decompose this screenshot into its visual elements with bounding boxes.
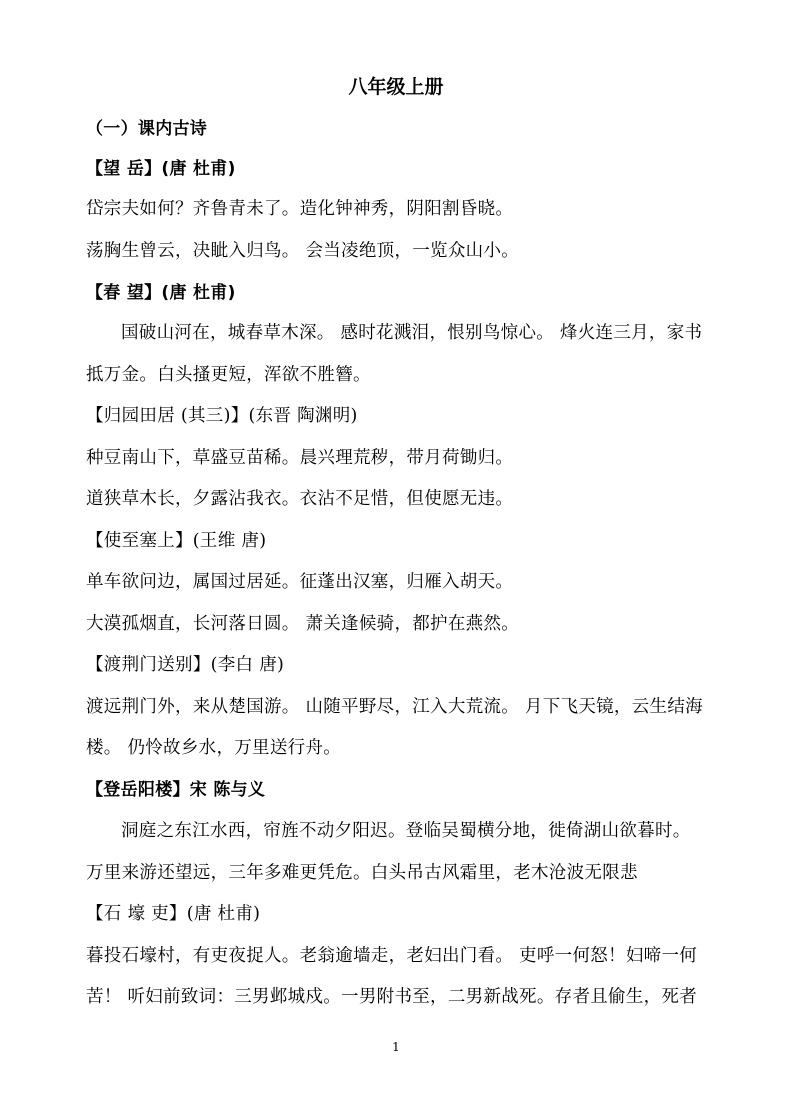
poem-line: 抵万金。白头搔更短，浑欲不胜簪。: [86, 365, 371, 385]
poem-line: 万里来游还望远，三年多难更凭危。白头吊古风霜里，老木沧波无限悲: [86, 863, 638, 883]
page-title: 八年级上册: [348, 76, 444, 98]
poem-heading-guiyuantianju: 【归园田居 (其三)】(东晋 陶渊明): [86, 406, 358, 426]
poem-heading-shihaoli: 【石 壕 吏】(唐 杜甫): [86, 904, 261, 924]
poem-line: 苦！ 听妇前致词：三男邺城戍。一男附书至，二男新战死。存者且偷生，死者: [86, 987, 698, 1007]
poem-heading-shizhisaishang: 【使至塞上】(王维 唐): [86, 531, 267, 551]
poem-line: 洞庭之东江水西，帘旌不动夕阳迟。登临吴蜀横分地，徙倚湖山欲暮时。: [121, 821, 691, 841]
poem-line: 道狭草木长，夕露沾我衣。衣沾不足惜，但使愿无违。: [86, 489, 514, 509]
poem-line: 大漠孤烟直，长河落日圆。 萧关逢候骑，都护在燕然。: [86, 614, 520, 634]
poem-line: 楼。 仍怜故乡水，万里送行舟。: [86, 738, 342, 758]
poem-line: 荡胸生曾云，决眦入归鸟。 会当凌绝顶，一览众山小。: [86, 241, 520, 261]
poem-heading-chunwang: 【春 望】(唐 杜甫): [86, 283, 236, 303]
poem-heading-dujingmensongbie: 【渡荆门送别】(李白 唐): [86, 655, 285, 675]
poem-line: 国破山河在，城春草木深。 感时花溅泪，恨别鸟惊心。 烽火连三月，家书: [121, 323, 703, 343]
poem-line: 暮投石壕村，有吏夜捉人。老翁逾墙走，老妇出门看。 吏呼一何怒！妇啼一何: [86, 946, 698, 966]
poem-line: 单车欲问边，属国过居延。征蓬出汉塞，归雁入胡天。: [86, 572, 514, 592]
poem-line: 岱宗夫如何？齐鲁青未了。造化钟神秀，阴阳割昏晓。: [86, 199, 514, 219]
poem-heading-dengyueyanglou: 【登岳阳楼】宋 陈与义: [86, 780, 266, 800]
poem-line: 种豆南山下，草盛豆苗稀。晨兴理荒秽，带月荷锄归。: [86, 448, 514, 468]
page-number: 1: [392, 1040, 400, 1054]
section-heading: （一）课内古诗: [86, 119, 208, 139]
poem-line: 渡远荆门外，来从楚国游。 山随平野尽，江入大荒流。 月下飞天镜，云生结海: [86, 697, 703, 717]
poem-heading-wangyue: 【望 岳】(唐 杜甫): [86, 159, 236, 179]
